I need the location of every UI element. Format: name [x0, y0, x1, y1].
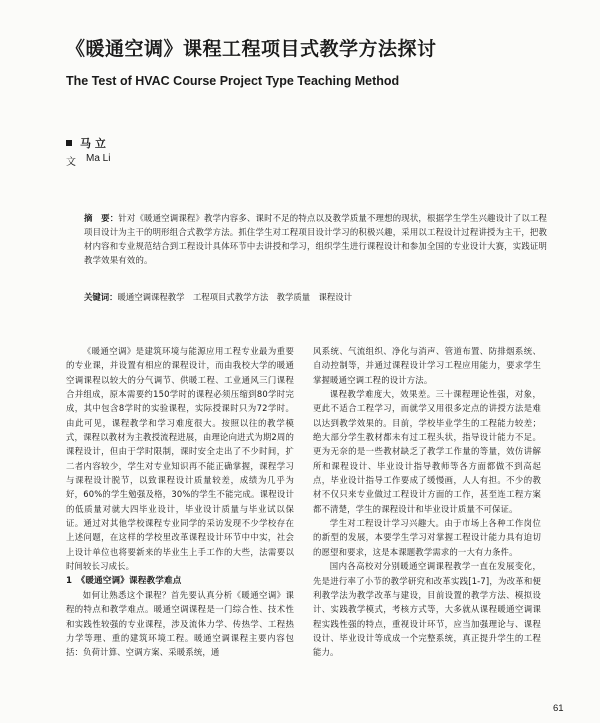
author-prefix: 文	[66, 157, 76, 168]
section-heading: 1 《暖通空调》课程教学难点	[66, 575, 182, 586]
abstract	[84, 211, 554, 267]
square-bullet-icon	[66, 140, 72, 146]
author-zh	[66, 135, 106, 151]
author-en	[66, 153, 110, 168]
page-number: 61	[553, 703, 564, 714]
keywords-label: 关键词：	[84, 292, 118, 302]
title-zh: 《暖通空调》课程工程项目式教学方法探讨	[66, 38, 437, 60]
keyword-item: 工程项目式教学方法	[192, 292, 269, 302]
keyword-item: 教学质量	[276, 292, 311, 302]
abstract-label: 摘 要：	[84, 213, 119, 223]
body-column-right	[313, 344, 541, 660]
author-name-en: Ma Li	[86, 153, 111, 164]
paragraph: 国内各高校对分别暖通空调课程教学一直在发展变化，先是进行率了小节的教学研究和改革实践[1-7]，为改革和便利教学法为教学改革与建设，目前设置的教学方法、模拟设计、实践教学模式，考核方式等，大多就从课程暖通空调课程实践性强的特点，重视设计环节，应当加强理论与、课程设计、毕业设计等成成一个完整系统，真正提升学生的工程能力。	[313, 561, 541, 658]
keywords	[84, 290, 554, 304]
keyword-item: 暖通空调课程教学	[117, 292, 185, 302]
paragraph: 《暖通空调》是建筑环境与能源应用工程专业最为重要的专业课，并设置有相应的课程设计，而由我校大学的暖通空调课程以较大的分气调节、供暖工程、工业通风三门课程合并组成，原本需要约150学时的课程必须压缩到80学时完成，其中包含8学时的实验课程，实际授课时只为72学时。由此可见，课程教学和学习难度很大。按照以往的教学模式，课程以教材为主教授流程进展，由理论向进式为期2周的课程设计，但由于学时限制，课时安全走出了不少时间，扩二者内容较少，学生对专业知识再不能正确掌握，课程学习与课程设计脱节，以致课程设计质量较差，成绩为几乎为好，60%的学生勉强及格，30%的学生不能完成。课程设计的低质量对就大四毕业设计，毕业设计质量与毕业试以保证。通过对其他学校课程专业同学的采访发现不少学校存在上述问题，在这样的学校里改革课程设计环节中中实，社会上设计单位也将要新来的毕业生上手工作的大些，法需要以时间较长习成长。	[66, 346, 294, 572]
title-en: The Test of HVAC Course Project Type Teaching Method	[66, 74, 400, 88]
paragraph: 课程教学难度大，效果差。三十课程理论性强，对象，更此不适合工程学习，而就学又用很多定点的讲授方法是难以达到教学效果的。目前，学校毕业学生的工程能力较差；绝大部分学生教材都未有过工程头状，指导设计能力不足。更为无奈的是一些教材缺乏了教学工作量的等量，效仿讲解所和课程设计、毕业设计指导教师等各方面都做不到高起点，毕业设计指导工作要成了缓慢画，人人有担。不少的教材不仅只来专业做过工程设计方面的工作，甚至连工程方案都不清楚，学生的课程设计和毕业设计质量不可保证。	[313, 389, 541, 514]
paragraph: 学生对工程设计学习兴趣大。由于市场上各种工作岗位的新型的发展，本要学生学习对掌握工程设计能力具有迫切的愿望和要求，这是本课题教学需求的一大有力条件。	[313, 518, 541, 557]
paragraph: 风系统、气流组织、净化与消声、管道布置、防排烟系统、自动控制等，并通过课程设计学习工程应用能力，要求学生掌握暖通空调工程的设计方法。	[313, 346, 541, 385]
body-column-left	[66, 344, 294, 660]
author-name-zh: 马 立	[80, 137, 106, 150]
abstract-text: 针对《暖通空调课程》教学内容多、课时不足的特点以及教学质量不理想的现状，根据学生学生兴趣设计了以工程项目设计为主干的明形组合式教学方法。抓住学生对工程项目设计学习的积极兴趣，采用以工程设计过程讲授为主干，把教材内容和专业规范结合到工程设计具体环节中去讲授和学习，组织学生进行课程设计和参加全国的专业设计大赛，实践证明教学效果有效的。	[84, 213, 548, 265]
keyword-item: 课程设计	[318, 292, 352, 302]
paragraph: 如何让熟悉这个课程？首先要认真分析《暖通空调》课程的特点和教学难点。暖通空调课程是一门综合性、技术性和实践性较强的专业课程，涉及流体力学、传热学、工程热力学等理、重的建筑环境工程。暖通空调课程主要内容包括：负荷计算、空调方案、采暖系统，通	[66, 589, 294, 658]
